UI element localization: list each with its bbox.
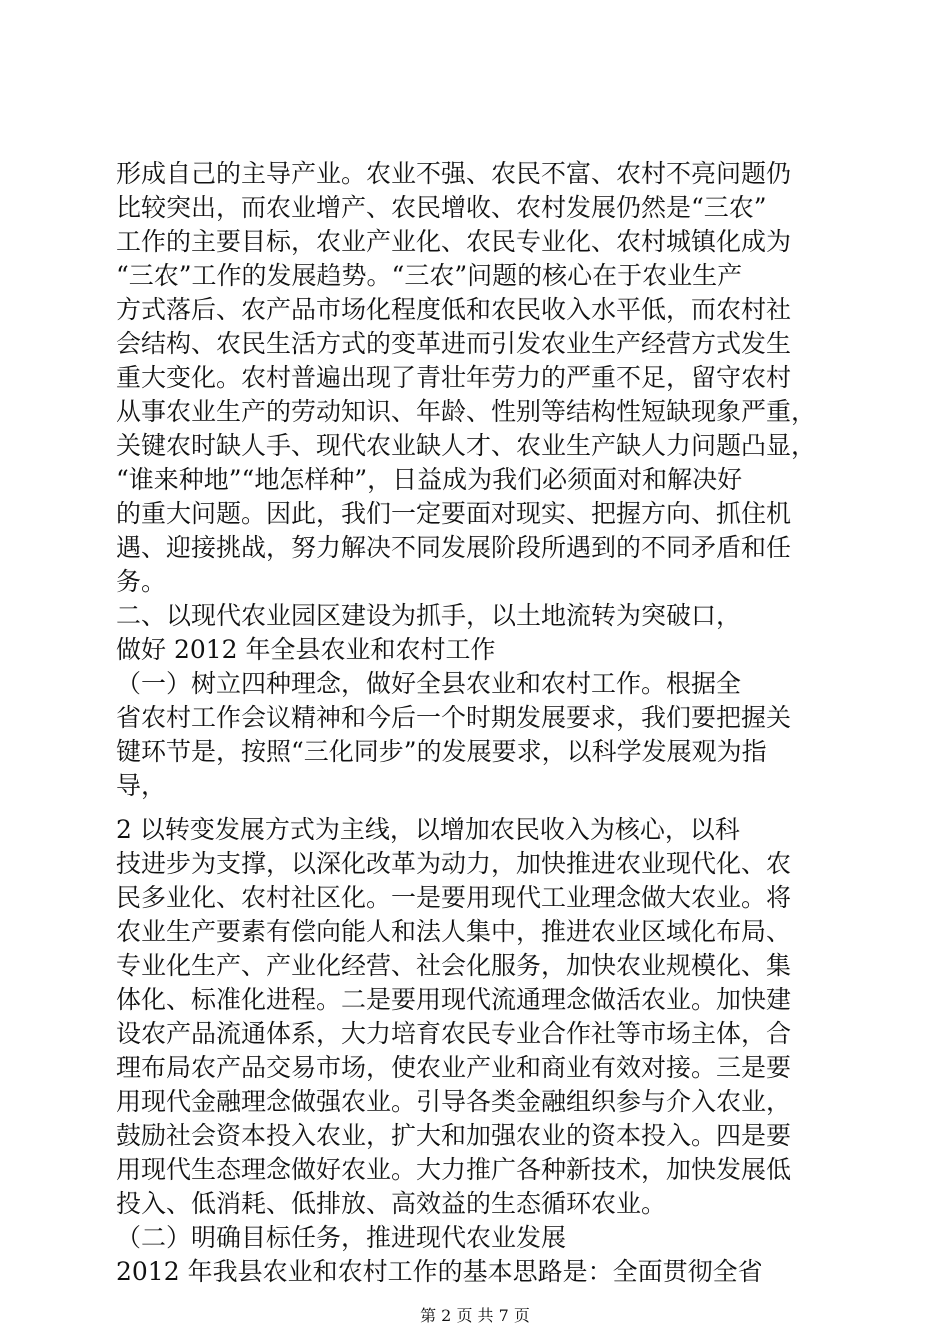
body-line: 重大变化。农村普遍出现了青壮年劳力的严重不足，留守农村 (116, 363, 792, 392)
body-line: 鼓励社会资本投入农业，扩大和加强农业的资本投入。四是要 (116, 1121, 792, 1150)
body-line: 2 以转变发展方式为主线，以增加农民收入为核心，以科 (116, 815, 740, 844)
subheading-line: （二）明确目标任务，推进现代农业发展 (116, 1223, 567, 1252)
body-line: 关键农时缺人手、现代农业缺人才、农业生产缺人力问题凸显， (116, 431, 817, 460)
body-line: 体化、标准化进程。二是要用现代流通理念做活农业。加快建 (116, 985, 792, 1014)
body-line: 会结构、农民生活方式的变革进而引发农业生产经营方式发生 (116, 329, 792, 358)
body-line: 用现代金融理念做强农业。引导各类金融组织参与介入农业， (116, 1087, 792, 1116)
body-line: 方式落后、农产品市场化程度低和农民收入水平低，而农村社 (116, 295, 792, 324)
body-line: 遇、迎接挑战，努力解决不同发展阶段所遇到的不同矛盾和任 (116, 533, 792, 562)
section-heading-line: 二、以现代农业园区建设为抓手，以土地流转为突破口， (116, 601, 742, 630)
body-line: 民多业化、农村社区化。一是要用现代工业理念做大农业。将 (116, 883, 792, 912)
body-line: 技进步为支撑，以深化改革为动力，加快推进农业现代化、农 (116, 849, 792, 878)
body-line: 理布局农产品交易市场，使农业产业和商业有效对接。三是要 (116, 1053, 792, 1082)
section-heading-line: 做好 2012 年全县农业和农村工作 (116, 635, 496, 664)
body-line: 设农产品流通体系，大力培育农民专业合作社等市场主体，合 (116, 1019, 792, 1048)
body-line: 2012 年我县农业和农村工作的基本思路是：全面贯彻全省 (116, 1257, 763, 1286)
body-line: 投入、低消耗、低排放、高效益的生态循环农业。 (116, 1189, 667, 1218)
body-line: 导， (116, 771, 167, 800)
body-line: 用现代生态理念做好农业。大力推广各种新技术，加快发展低 (116, 1155, 792, 1184)
body-line: 从事农业生产的劳动知识、年龄、性别等结构性短缺现象严重， (116, 397, 817, 426)
body-line: 专业化生产、产业化经营、社会化服务，加快农业规模化、集 (116, 951, 792, 980)
body-line: 农业生产要素有偿向能人和法人集中，推进农业区域化布局、 (116, 917, 792, 946)
body-line: 键环节是，按照“三化同步”的发展要求，以科学发展观为指 (116, 737, 767, 766)
body-line: （一）树立四种理念，做好全县农业和农村工作。根据全 (116, 669, 742, 698)
body-line: 的重大问题。因此，我们一定要面对现实、把握方向、抓住机 (116, 499, 792, 528)
body-line: 省农村工作会议精神和今后一个时期发展要求，我们要把握关 (116, 703, 792, 732)
body-line: 务。 (116, 567, 167, 596)
body-line: “谁来种地”“地怎样种”，日益成为我们必须面对和解决好 (116, 465, 743, 494)
body-line: 比较突出，而农业增产、农民增收、农村发展仍然是“三农” (116, 193, 767, 222)
body-line: “三农”工作的发展趋势。“三农”问题的核心在于农业生产 (116, 261, 743, 290)
body-line: 形成自己的主导产业。农业不强、农民不富、农村不亮问题仍 (116, 159, 792, 188)
page-number-footer: 第 2 页 共 7 页 (420, 1306, 530, 1325)
body-line: 工作的主要目标，农业产业化、农民专业化、农村城镇化成为 (116, 227, 792, 256)
